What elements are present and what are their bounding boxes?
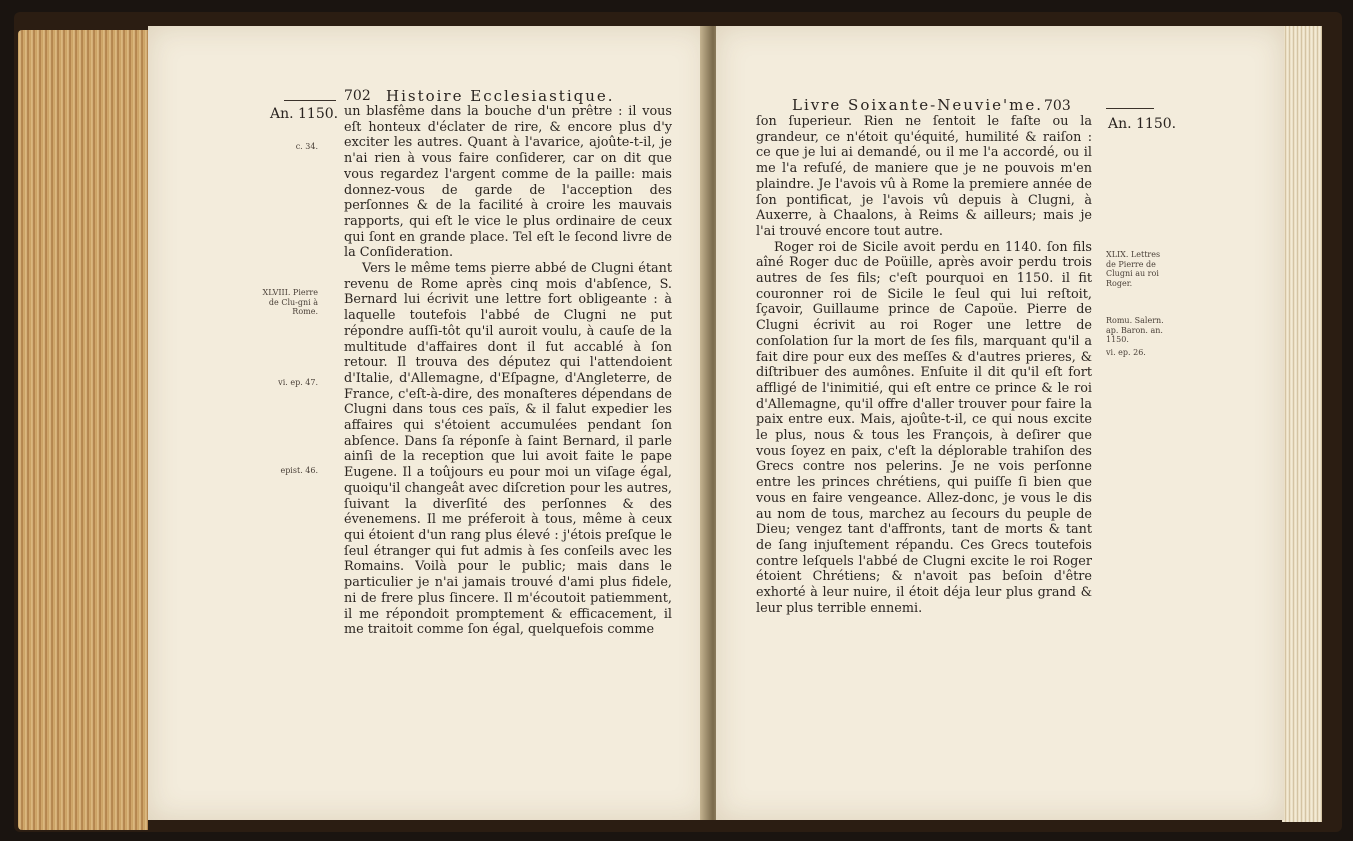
header-rule <box>284 100 336 101</box>
margin-note: XLIX. Lettres de Pierre de Clugni au roi Roger. <box>1106 250 1161 288</box>
paragraph: Roger roi de Sicile avoit perdu en 1140. ſon fils aîné Roger duc de Poüille, après avoir perdu trois autres de ſes fils; c'eſt pourquoi en 1150. il fit couronner roi de Sicile le ſeul qui lui reſtoit, ſçavoir, Guillaume prince de Capoüe. Pierre de Clugni écrivit au roi Roger une lettre de conſolation ſur la mort de ſes fils, marquant qu'il a fait dire pour eux des meſſes & d'autres prieres, & diſtribuer des aumônes. Enſuite il dit qu'il eſt fort affligé de l'inimitié, qui eſt entre ce prince & le roi d'Allemagne, qu'il offre d'aller trouver pour faire la paix entre eux. Mais, ajoûte-t-il, ce qui nous excite le plus, nous & tous les François, à deſirer que vous ſoyez en paix, c'eſt la déplorable trahiſon des Grecs contre nos pelerins. Je ne vois perſonne entre les princes chrétiens, qui puiſſe ſi bien que vous en faire vengeance. Allez-donc, je vous le dis au nom de tous, marchez au ſecours du peuple de Dieu; vengez tant d'affronts, tant de morts & tant de ſang injuſtement répandu. Ces Grecs toutefois contre leſquels l'abbé de Clugni excite le roi Roger étoient Chrétiens; & n'avoit pas beſoin d'être exhorté à leur nuire, il étoit déja leur plus grand & leur plus terrible ennemi. <box>756 239 1092 616</box>
page-edges-right <box>1282 26 1322 822</box>
margin-note: epist. 46. <box>280 466 318 475</box>
left-page-number: 702 <box>344 88 371 104</box>
header-rule <box>1106 108 1154 109</box>
right-page <box>716 26 1284 820</box>
page-edges-left <box>18 30 148 830</box>
margin-note: vi. ep. 26. <box>1106 348 1146 357</box>
margin-note: c. 34. <box>295 142 318 151</box>
margin-note: XLVIII. Pierre de Clu-gni à Rome. <box>262 288 318 316</box>
left-running-title: Histoire Ecclesiastique. <box>386 87 615 105</box>
paragraph: un blasfême dans la bouche d'un prêtre : il vous eſt honteux d'éclater de rire, & encore plus d'y exciter les autres. Quant à l'avarice, ajoûte-t-il, je n'ai rien à vous faire conſiderer, car on dit que vous regardez l'argent comme de la paille: mais donnez-vous de garde de l'acception des perſonnes & de la facilité à croire les mauvais rapports, qui eſt le vice le plus ordinaire de ceux qui ſont en grande place. Tel eſt le ſecond livre de la Conſideration. <box>344 104 672 261</box>
left-year-label: An. 1150. <box>270 106 339 122</box>
margin-note: vi. ep. 47. <box>278 378 318 387</box>
margin-note: Romu. Salern. ap. Baron. an. 1150. <box>1106 316 1164 344</box>
paragraph: Vers le même tems pierre abbé de Clugni étant revenu de Rome après cinq mois d'abſence, S. Bernard lui écrivit une lettre fort obligeante : à laquelle toutefois l'abbé de Clugni ne put répondre auſſi-tôt qu'il auroit voulu, à cauſe de la multitude d'affaires dont il fut accablé à ſon retour. Il trouva des députez qui l'attendoient d'Italie, d'Allemagne, d'Eſpagne, d'Angleterre, de France, c'eſt-à-dire, des monaſteres dépendans de Clugni dans tous ces païs, & il falut expedier les affaires qui s'étoient accumulées pendant ſon abſence. Dans ſa réponſe à ſaint Bernard, il parle ainſi de la reception que lui avoit faite le pape Eugene. Il a toûjours eu pour moi un viſage égal, quoiqu'il changeât avec diſcretion pour les autres, ſuivant la diverſité des perſonnes & des évenemens. Il me préferoit à tous, même à ceux qui étoient d'un rang plus élevé : j'étois preſque le ſeul étranger qui fut admis à ſes conſeils avec les Romains. Voilà pour le public; mais dans le particulier je n'ai jamais trouvé d'ami plus fidele, ni de frere plus ſincere. Il m'écoutoit patiemment, il me répondoit promptement & efficacement, il me traitoit comme ſon égal, quelquefois comme <box>344 261 672 638</box>
right-body <box>756 114 1092 617</box>
right-page-number: 703 <box>1044 98 1071 114</box>
left-page <box>148 26 708 820</box>
right-running-title: Livre Soixante-Neuvie'me. <box>792 96 1043 114</box>
paragraph: ſon ſuperieur. Rien ne ſentoit le faſte ou la grandeur, ce n'étoit qu'équité, humilité & raiſon : ce que je lui ai demandé, ou il me l'a accordé, ou il me l'a refuſé, de maniere que je ne pouvois m'en plaindre. Je l'avois vû à Rome la premiere année de ſon pontificat, je l'avois vû depuis à Clugni, à Auxerre, à Chaalons, à Reims & ailleurs; mais je l'ai trouvé encore tout autre. <box>756 114 1092 239</box>
left-body <box>344 104 672 638</box>
right-year-label: An. 1150. <box>1108 116 1177 132</box>
